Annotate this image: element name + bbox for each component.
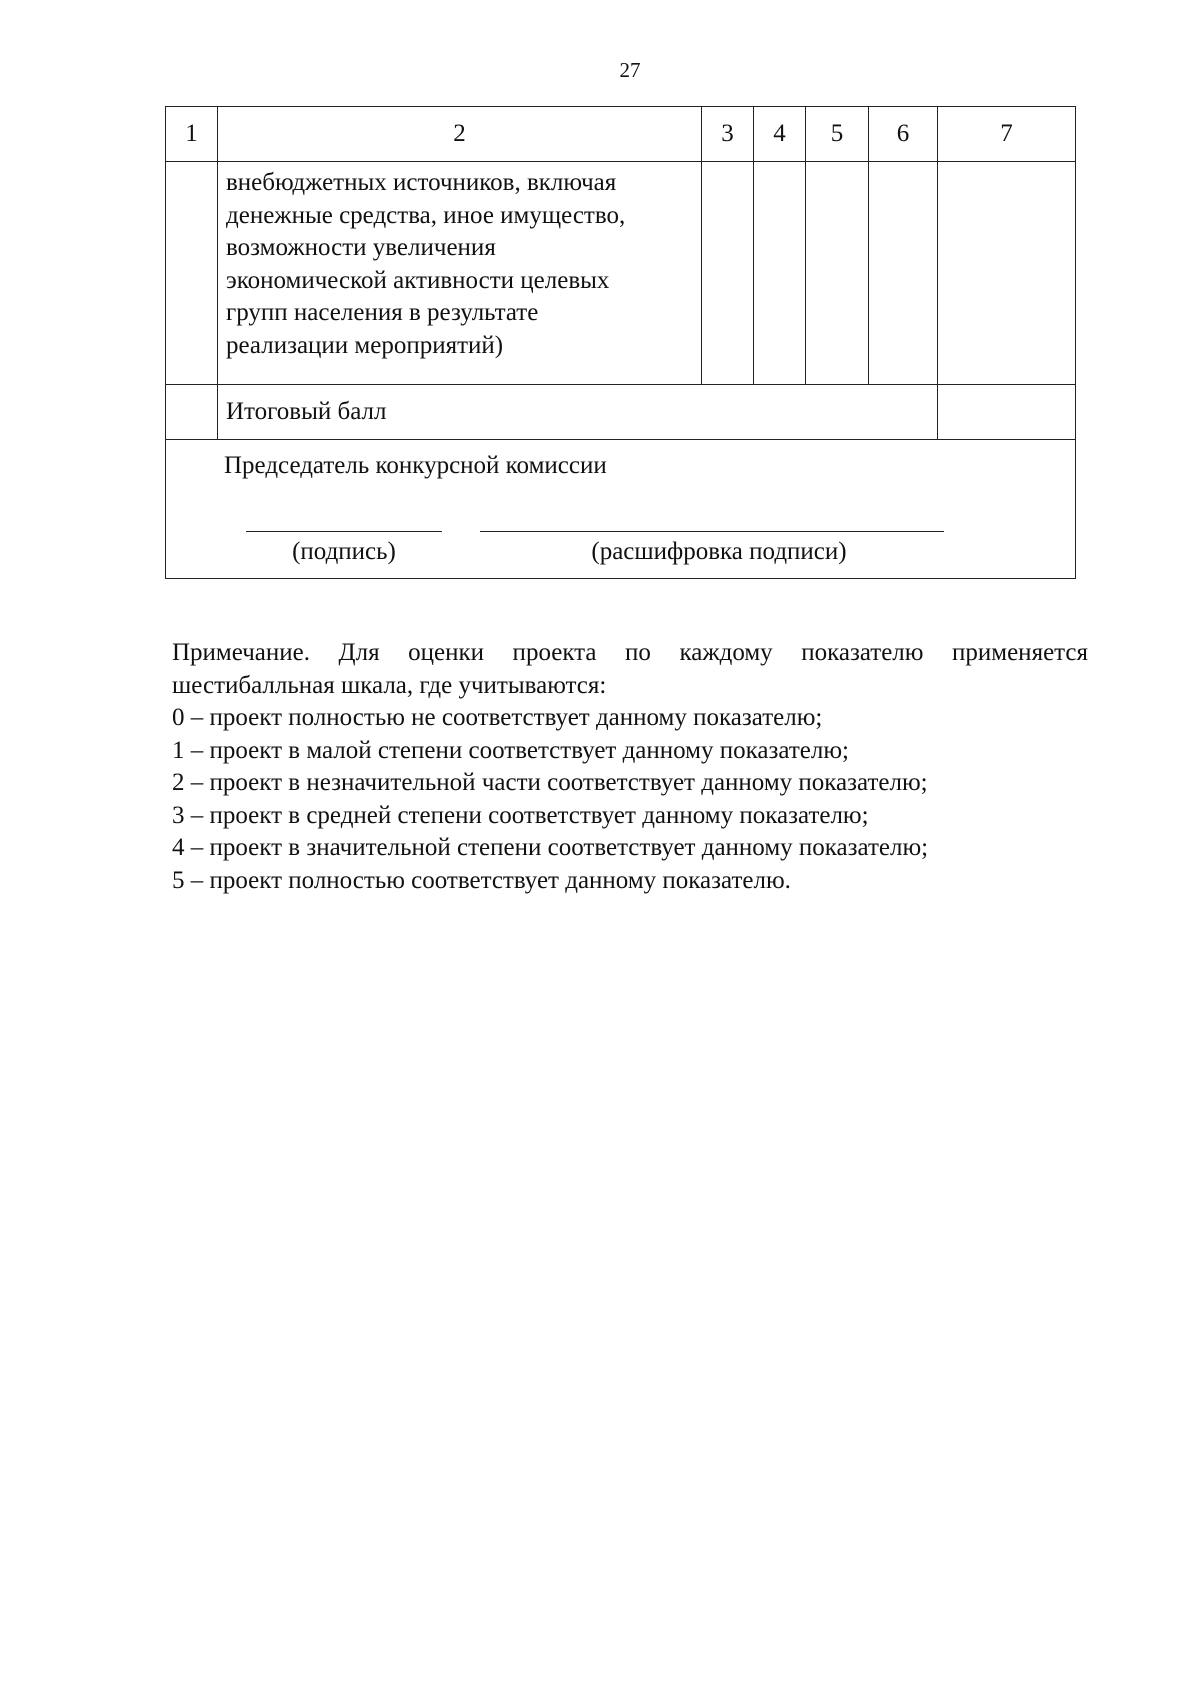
total-score-cell <box>938 385 1076 440</box>
description-line: групп населения в результате <box>226 299 539 326</box>
commission-chair-label: Председатель конкурсной комиссии <box>224 452 607 479</box>
page-number: 27 <box>619 58 641 82</box>
table-row <box>166 162 1076 385</box>
header-cell-6: 6 <box>869 107 938 162</box>
score-cell-7 <box>938 162 1076 385</box>
indicator-description-cell <box>218 162 702 385</box>
score-cell-4 <box>754 162 806 385</box>
scale-item: 4 – проект в значительной степени соответствует данному показателю; <box>172 834 929 861</box>
header-cell-2: 2 <box>218 107 702 162</box>
total-row <box>166 385 1076 440</box>
signature-cell <box>166 440 1076 579</box>
scale-item: 0 – проект полностью не соответствует данному показателю; <box>172 704 823 731</box>
scale-item: 1 – проект в малой степени соответствует данному показателю; <box>172 736 849 764</box>
evaluation-table <box>165 106 1076 579</box>
note-block <box>172 637 1088 897</box>
score-cell-5 <box>806 162 869 385</box>
header-cell-3: 3 <box>702 107 754 162</box>
description-line: возможности увеличения <box>226 234 496 261</box>
table-header-row <box>166 107 1076 162</box>
header-cell-5: 5 <box>806 107 869 162</box>
total-number-cell <box>166 385 218 440</box>
signature-decode-caption: (расшифровка подписи) <box>591 538 847 565</box>
signature-caption: (подпись) <box>292 538 396 565</box>
signature-underline <box>246 531 442 532</box>
header-cell-1: 1 <box>166 107 218 162</box>
score-cell-3 <box>702 162 754 385</box>
note-intro: Примечание. Для оценки проекта по каждому показателю применяется шестибалльная шкала, где учитываются: <box>172 639 1088 699</box>
score-cell-6 <box>869 162 938 385</box>
signature-decode-underline <box>480 531 944 532</box>
signature-row <box>166 440 1076 579</box>
scale-item: 3 – проект в средней степени соответствует данному показателю; <box>172 801 869 829</box>
description-line: экономической активности целевых <box>226 266 610 294</box>
header-cell-4: 4 <box>754 107 806 162</box>
total-label-cell: Итоговый балл <box>218 385 938 440</box>
number-cell <box>166 162 218 385</box>
scale-item: 2 – проект в незначительной части соответствует данному показателю; <box>172 769 928 796</box>
description-line: денежные средства, иное имущество, <box>226 201 626 229</box>
description-line: внебюджетных источников, включая <box>226 169 617 196</box>
description-line: реализации мероприятий) <box>226 331 504 359</box>
header-cell-7: 7 <box>938 107 1076 162</box>
scale-item: 5 – проект полностью соответствует данному показателю. <box>172 866 791 894</box>
